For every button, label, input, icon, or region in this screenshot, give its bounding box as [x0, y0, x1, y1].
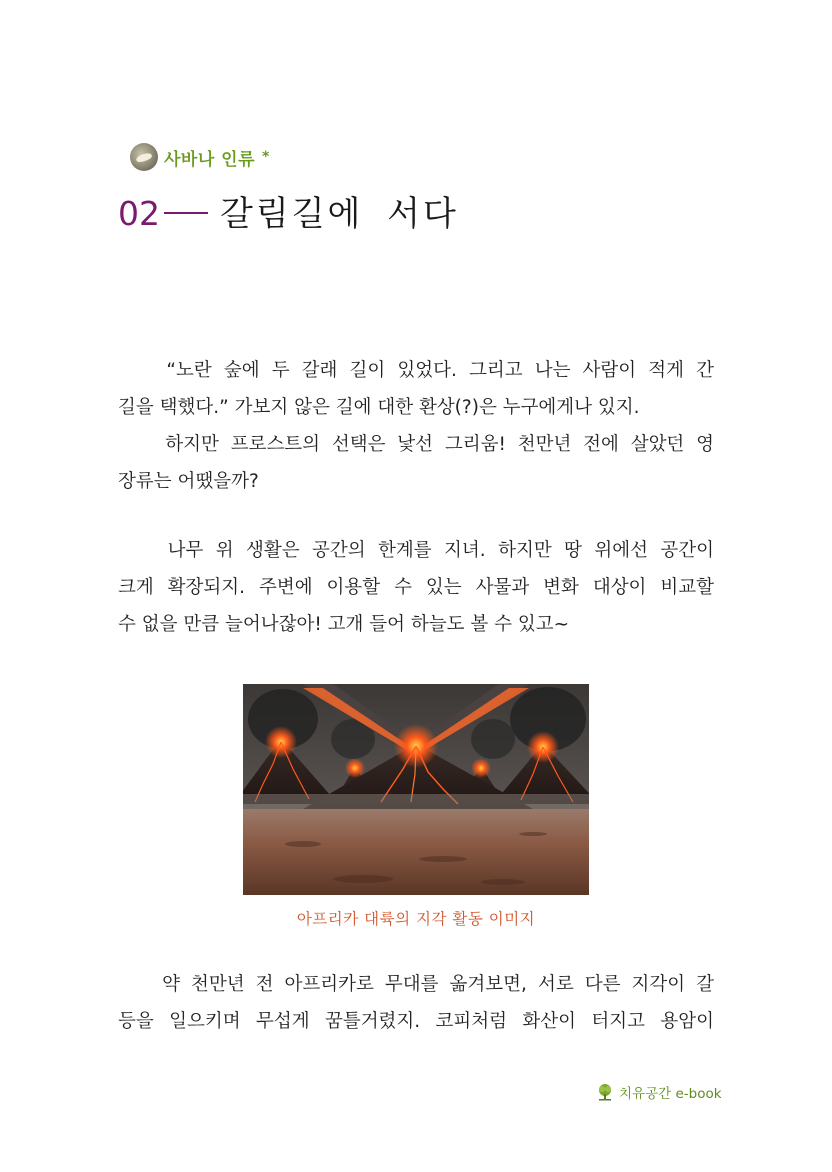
series-mark: *: [262, 149, 270, 165]
tree-icon: [596, 1083, 614, 1101]
series-tag: [130, 143, 269, 171]
paragraph-line: 길을 택했다.” 가보지 않은 길에 대한 환상(?)은 누구에게나 있지.: [118, 397, 640, 418]
chapter-heading: 갈림길에 서다: [220, 194, 459, 234]
paragraph-line: 약 천만년 전 아프리카로 무대를 옮겨보면, 서로 다른 지각이 갈: [118, 974, 714, 995]
volcano-illustration: [243, 684, 589, 895]
paragraph-2: [118, 426, 714, 500]
series-label: 사바나 인류: [164, 149, 256, 170]
figure-caption: 아프리카 대륙의 지각 활동 이미지: [296, 910, 536, 928]
paragraph-3: [118, 532, 714, 643]
paragraph-line: 장류는 어땠을까?: [118, 471, 259, 492]
paragraph-line: 하지만 프로스트의 선택은 낯선 그리움! 천만년 전에 살았던 영: [118, 434, 714, 455]
chapter-dash: [164, 212, 208, 214]
paragraph-line: 수 없을 만큼 늘어나잖아! 고개 들어 하늘도 볼 수 있고~: [118, 614, 570, 635]
paragraph-line: 나무 위 생활은 공간의 한계를 지녀. 하지만 땅 위에선 공간이: [118, 540, 714, 561]
footer-text: 치유공간 e-book: [619, 1086, 722, 1102]
chapter-number: 02: [118, 194, 160, 233]
paragraph-1: [118, 352, 714, 426]
paragraph-line: “노란 숲에 두 갈래 길이 있었다. 그리고 나는 사람이 적게 간: [118, 360, 714, 381]
paragraph-line: 크게 확장되지. 주변에 이용할 수 있는 사물과 변화 대상이 비교할: [118, 577, 714, 598]
series-logo-icon: [130, 143, 158, 171]
footer-brand: [596, 1082, 722, 1102]
paragraph-4: [118, 966, 714, 1040]
volcano-image: [243, 684, 589, 895]
chapter-title: [118, 186, 459, 235]
paragraph-line: 등을 일으키며 무섭게 꿈틀거렸지. 코피처럼 화산이 터지고 용암이: [118, 1011, 714, 1032]
